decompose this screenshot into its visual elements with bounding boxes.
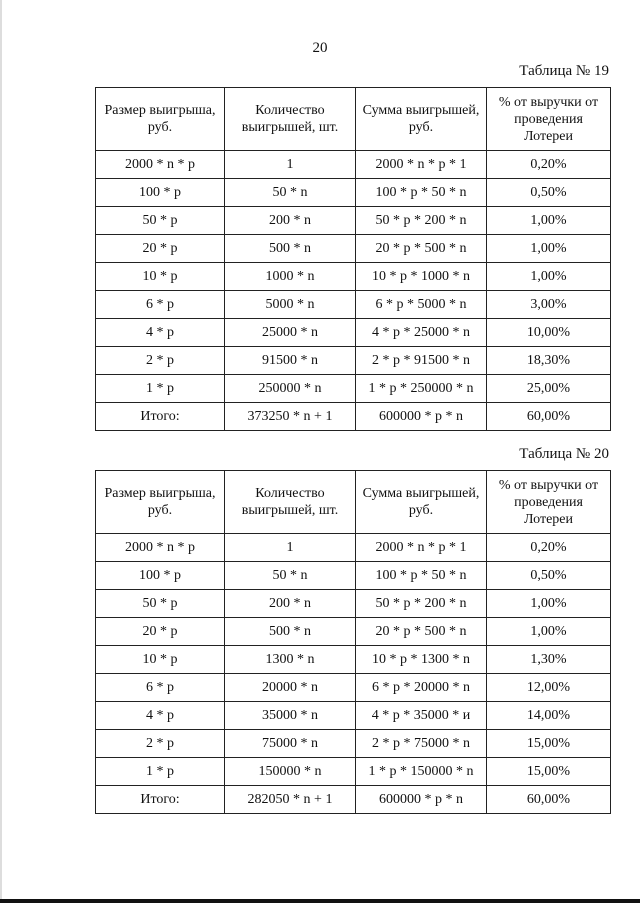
cell-prize-sum: 20 * p * 500 * n: [356, 618, 487, 646]
table-total-row: [96, 403, 611, 431]
cell-revenue-percent: 60,00%: [487, 786, 611, 814]
cell-prize-count: 282050 * n + 1: [225, 786, 356, 814]
table-caption-20: Таблица № 20: [519, 446, 609, 462]
cell-prize-count: 25000 * n: [225, 319, 356, 347]
cell-prize-count: 200 * n: [225, 207, 356, 235]
cell-prize-sum: 600000 * p * n: [356, 403, 487, 431]
cell-prize-sum: 20 * p * 500 * n: [356, 235, 487, 263]
table-row: [96, 590, 611, 618]
header-revenue-percent: % от выручки от проведения Лотереи: [487, 88, 611, 151]
cell-revenue-percent: 1,30%: [487, 646, 611, 674]
header-prize-sum: Сумма выигрышей, руб.: [356, 88, 487, 151]
header-prize-size: Размер выигрыша, руб.: [96, 471, 225, 534]
cell-prize-size: 100 * p: [96, 562, 225, 590]
cell-prize-sum: 1 * p * 150000 * n: [356, 758, 487, 786]
cell-prize-count: 200 * n: [225, 590, 356, 618]
cell-revenue-percent: 0,50%: [487, 179, 611, 207]
table-row: [96, 291, 611, 319]
prize-table-20: [95, 470, 611, 814]
cell-prize-sum: 50 * p * 200 * n: [356, 207, 487, 235]
cell-prize-count: 373250 * n + 1: [225, 403, 356, 431]
table-header-row: [96, 471, 611, 534]
cell-prize-count: 50 * n: [225, 562, 356, 590]
cell-prize-sum: 6 * p * 20000 * n: [356, 674, 487, 702]
cell-prize-sum: 2 * p * 75000 * n: [356, 730, 487, 758]
cell-prize-size: 2 * p: [96, 730, 225, 758]
cell-prize-size: 6 * p: [96, 674, 225, 702]
cell-prize-count: 50 * n: [225, 179, 356, 207]
cell-prize-size: 1 * p: [96, 758, 225, 786]
cell-revenue-percent: 1,00%: [487, 618, 611, 646]
cell-revenue-percent: 3,00%: [487, 291, 611, 319]
table-row: [96, 562, 611, 590]
cell-prize-size: 1 * p: [96, 375, 225, 403]
cell-prize-sum: 50 * p * 200 * n: [356, 590, 487, 618]
table-caption-19: Таблица № 19: [519, 63, 609, 79]
cell-prize-sum: 2 * p * 91500 * n: [356, 347, 487, 375]
cell-prize-count: 1: [225, 151, 356, 179]
cell-revenue-percent: 15,00%: [487, 758, 611, 786]
cell-prize-sum: 100 * p * 50 * n: [356, 562, 487, 590]
cell-prize-size: Итого:: [96, 786, 225, 814]
cell-prize-sum: 1 * p * 250000 * n: [356, 375, 487, 403]
table-header-row: [96, 88, 611, 151]
cell-prize-count: 250000 * n: [225, 375, 356, 403]
table-row: [96, 347, 611, 375]
cell-prize-size: 2000 * n * p: [96, 151, 225, 179]
cell-revenue-percent: 1,00%: [487, 263, 611, 291]
table-total-row: [96, 786, 611, 814]
header-revenue-percent: % от выручки от проведения Лотереи: [487, 471, 611, 534]
cell-prize-count: 1000 * n: [225, 263, 356, 291]
table-row: [96, 618, 611, 646]
table-row: [96, 235, 611, 263]
table-row: [96, 179, 611, 207]
cell-prize-size: 20 * p: [96, 618, 225, 646]
table-row: [96, 319, 611, 347]
cell-revenue-percent: 1,00%: [487, 207, 611, 235]
page-number: 20: [312, 40, 328, 56]
cell-revenue-percent: 15,00%: [487, 730, 611, 758]
header-prize-count: Количество выигрышей, шт.: [225, 471, 356, 534]
cell-revenue-percent: 25,00%: [487, 375, 611, 403]
cell-revenue-percent: 0,50%: [487, 562, 611, 590]
cell-revenue-percent: 18,30%: [487, 347, 611, 375]
cell-prize-sum: 4 * p * 25000 * n: [356, 319, 487, 347]
cell-prize-count: 1: [225, 534, 356, 562]
cell-prize-sum: 2000 * n * p * 1: [356, 534, 487, 562]
table-row: [96, 534, 611, 562]
cell-prize-size: 20 * p: [96, 235, 225, 263]
table-row: [96, 375, 611, 403]
cell-prize-count: 1300 * n: [225, 646, 356, 674]
table-row: [96, 646, 611, 674]
cell-prize-size: 4 * p: [96, 702, 225, 730]
cell-prize-size: 2 * p: [96, 347, 225, 375]
cell-prize-sum: 10 * p * 1300 * n: [356, 646, 487, 674]
cell-prize-size: 2000 * n * p: [96, 534, 225, 562]
cell-revenue-percent: 10,00%: [487, 319, 611, 347]
cell-revenue-percent: 12,00%: [487, 674, 611, 702]
prize-table-19: [95, 87, 611, 431]
table-row: [96, 702, 611, 730]
cell-prize-count: 75000 * n: [225, 730, 356, 758]
cell-prize-size: Итого:: [96, 403, 225, 431]
table-row: [96, 151, 611, 179]
cell-prize-sum: 6 * p * 5000 * n: [356, 291, 487, 319]
header-prize-sum: Сумма выигрышей, руб.: [356, 471, 487, 534]
cell-prize-size: 50 * p: [96, 207, 225, 235]
cell-prize-size: 10 * p: [96, 646, 225, 674]
cell-revenue-percent: 14,00%: [487, 702, 611, 730]
cell-prize-count: 35000 * n: [225, 702, 356, 730]
table-row: [96, 207, 611, 235]
cell-prize-sum: 2000 * n * p * 1: [356, 151, 487, 179]
scan-edge: [0, 0, 2, 903]
cell-prize-sum: 4 * p * 35000 * и: [356, 702, 487, 730]
cell-prize-sum: 600000 * p * n: [356, 786, 487, 814]
header-prize-count: Количество выигрышей, шт.: [225, 88, 356, 151]
cell-prize-size: 100 * p: [96, 179, 225, 207]
scan-bottom-border: [0, 899, 640, 903]
cell-prize-sum: 10 * p * 1000 * n: [356, 263, 487, 291]
cell-prize-sum: 100 * p * 50 * n: [356, 179, 487, 207]
cell-revenue-percent: 1,00%: [487, 590, 611, 618]
cell-revenue-percent: 1,00%: [487, 235, 611, 263]
cell-prize-size: 4 * p: [96, 319, 225, 347]
cell-prize-count: 5000 * n: [225, 291, 356, 319]
table-row: [96, 730, 611, 758]
cell-revenue-percent: 60,00%: [487, 403, 611, 431]
cell-prize-count: 150000 * n: [225, 758, 356, 786]
cell-revenue-percent: 0,20%: [487, 151, 611, 179]
cell-prize-size: 10 * p: [96, 263, 225, 291]
table-row: [96, 758, 611, 786]
cell-prize-count: 500 * n: [225, 618, 356, 646]
cell-prize-size: 50 * p: [96, 590, 225, 618]
table-row: [96, 674, 611, 702]
cell-prize-size: 6 * p: [96, 291, 225, 319]
cell-prize-count: 500 * n: [225, 235, 356, 263]
cell-revenue-percent: 0,20%: [487, 534, 611, 562]
cell-prize-count: 91500 * n: [225, 347, 356, 375]
header-prize-size: Размер выигрыша, руб.: [96, 88, 225, 151]
cell-prize-count: 20000 * n: [225, 674, 356, 702]
table-row: [96, 263, 611, 291]
